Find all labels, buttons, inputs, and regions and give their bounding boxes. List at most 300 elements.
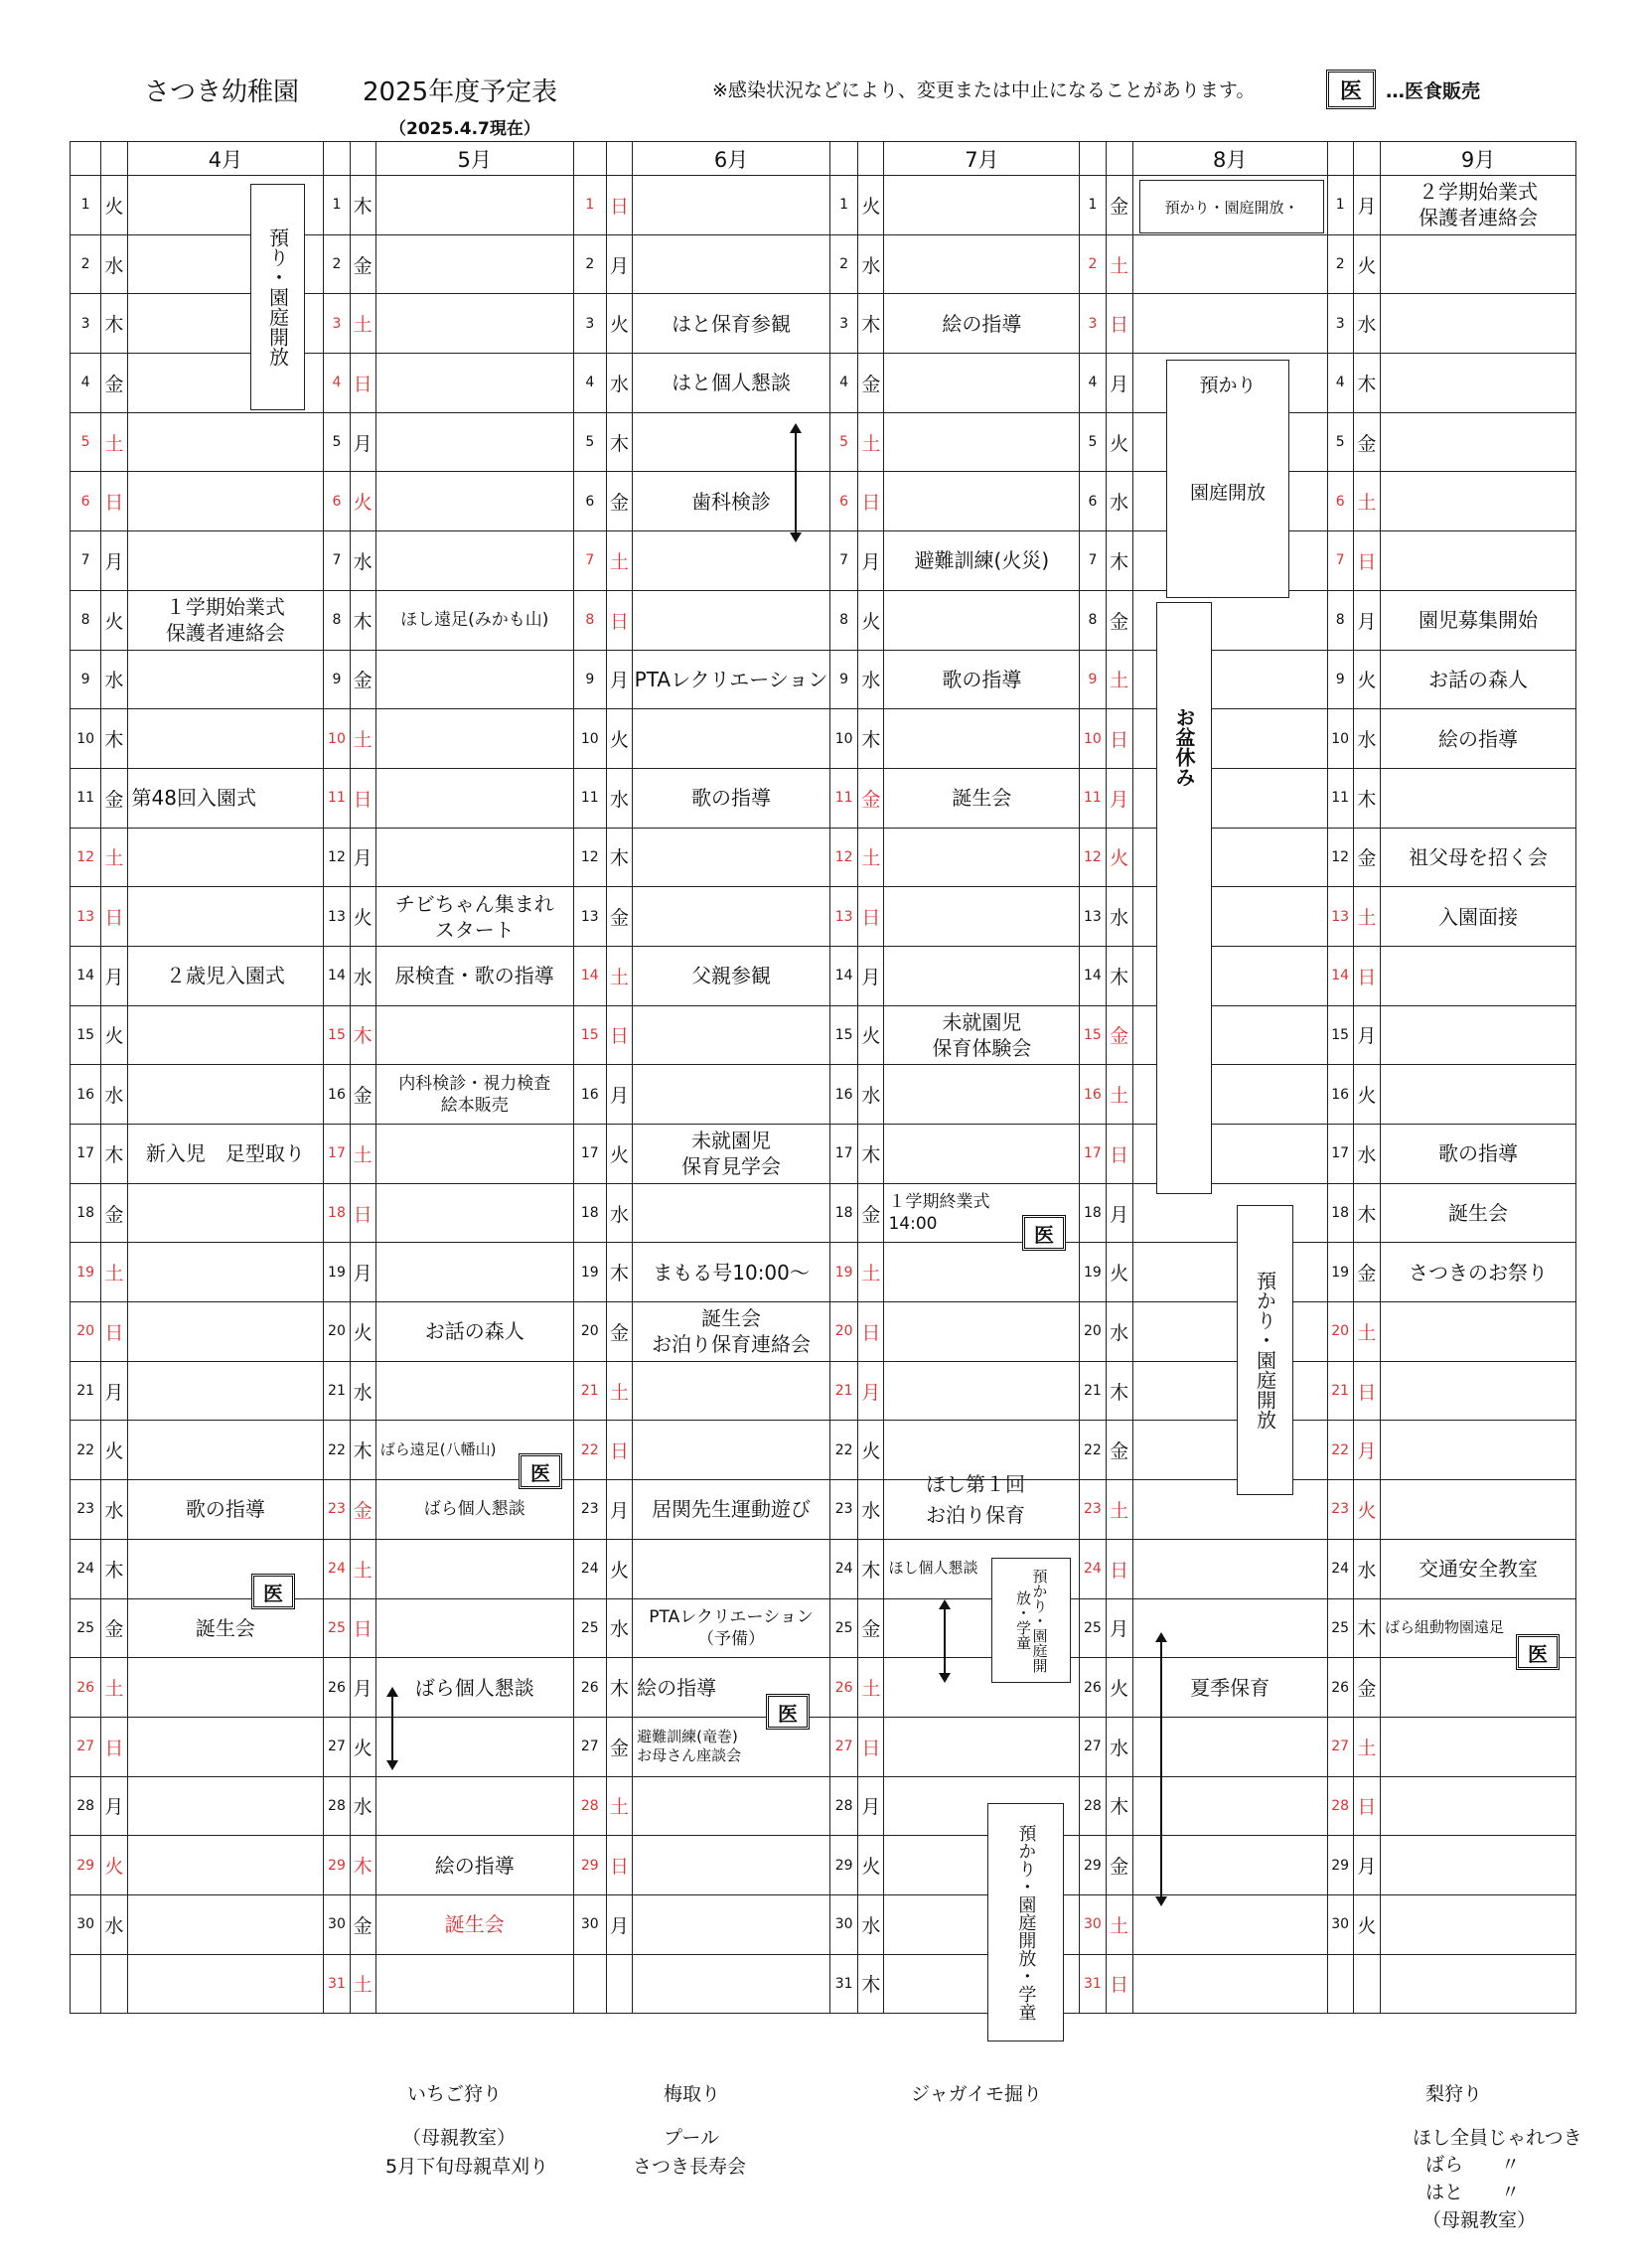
medical-food-icon: 医 [251,1574,295,1609]
day-number: 17 [324,1125,350,1184]
jul-azukari-box-small [991,1558,1071,1683]
weekday: 水 [101,234,127,294]
event-cell: 歌の指導 [127,1480,324,1540]
day-number: 19 [324,1243,350,1302]
day-number: 13 [573,887,606,947]
weekday: 金 [1353,1243,1380,1302]
weekday: 火 [858,1836,884,1895]
event-cell: １学期終業式 14:00 [884,1183,1080,1243]
weekday: 土 [1106,234,1132,294]
event-cell [375,1125,573,1184]
day-number: 31 [1080,1954,1106,2014]
day-number: 4 [829,354,857,413]
weekday: 木 [350,590,375,650]
day-number: 26 [1327,1658,1353,1718]
event-cell [633,412,830,472]
obon-text: お盆休み [1172,707,1196,787]
calendar-row [71,1005,1576,1065]
weekday: 日 [606,1421,632,1480]
event-cell [127,1302,324,1362]
day-number: 17 [1327,1125,1353,1184]
event-cell [1381,234,1576,294]
weekday: 土 [858,1243,884,1302]
day-number: 22 [1327,1421,1353,1480]
event-cell [633,1836,830,1895]
weekday: 土 [858,1658,884,1718]
day-number: 16 [324,1065,350,1125]
day-number: 9 [573,650,606,709]
weekday: 木 [350,1005,375,1065]
medical-food-icon: 医 [1022,1215,1066,1251]
day-number: 23 [829,1480,857,1540]
weekday: 水 [1353,1125,1380,1184]
footer-sep-4: はと 〃 [1425,2182,1521,2203]
event-cell [127,1658,324,1718]
weekday: 金 [858,354,884,413]
day-number: 16 [1327,1065,1353,1125]
event-cell [375,1361,573,1421]
event-cell [375,531,573,591]
weekday: 金 [858,1183,884,1243]
event-cell [633,1183,830,1243]
event-cell [1132,1361,1327,1421]
event-cell [633,828,830,887]
weekday: 水 [101,1480,127,1540]
day-number: 24 [324,1539,350,1598]
school-name: さつき幼稚園 [144,77,300,107]
day-number: 8 [71,590,101,650]
footer-jul-1: ジャガイモ掘り [911,2083,1043,2105]
event-cell [1132,1302,1327,1362]
footer-may-1: いちご狩り [407,2083,503,2105]
calendar-row [71,650,1576,709]
event-cell [1132,1954,1327,2014]
weekday: 日 [606,176,632,235]
day-number: 22 [324,1421,350,1480]
weekday: 水 [101,1894,127,1954]
day-number: 12 [573,828,606,887]
day-number: 14 [71,946,101,1005]
jul-azukari-text-small: 預かり・園庭開放・学童 [1014,1568,1049,1673]
event-cell: PTAレクリエーション （予備） [633,1598,830,1658]
weekday: 金 [101,1183,127,1243]
weekday: 日 [101,1717,127,1776]
event-cell: 第48回入園式 [127,768,324,828]
calendar-row [71,887,1576,947]
event-cell [633,887,830,947]
calendar-row [71,1361,1576,1421]
weekday: 水 [1106,1717,1132,1776]
event-cell [127,1954,324,2014]
event-cell [1381,472,1576,531]
day-number: 31 [324,1954,350,2014]
event-cell [127,709,324,769]
weekday: 金 [606,472,632,531]
day-number: 2 [71,234,101,294]
event-cell [127,1065,324,1125]
event-cell [1381,768,1576,828]
weekday [101,1954,127,2014]
event-cell: 誕生会 [1381,1183,1576,1243]
weekday: 水 [858,1065,884,1125]
day-number: 25 [1080,1598,1106,1658]
weekday: 水 [350,531,375,591]
weekday: 金 [1106,1836,1132,1895]
weekday: 金 [606,1302,632,1362]
day-number: 23 [324,1480,350,1540]
aug-azukari-text-3: 預かり・園庭開放 [1253,1271,1277,1430]
weekday: 木 [1106,1361,1132,1421]
event-cell: １学期始業式 保護者連絡会 [127,590,324,650]
weekday: 日 [1106,1954,1132,2014]
event-cell [1381,1065,1576,1125]
weekday: 日 [1353,1776,1380,1836]
month-header: 6月 [633,142,830,176]
day-number: 24 [71,1539,101,1598]
day-number: 28 [829,1776,857,1836]
weekday: 火 [858,1005,884,1065]
weekday: 土 [350,1125,375,1184]
weekday: 土 [350,1954,375,2014]
event-cell [375,709,573,769]
day-number: 7 [1080,531,1106,591]
weekday: 火 [350,472,375,531]
day-number: 22 [573,1421,606,1480]
jul-azukari-text-big: 預かり・園庭開放・学童 [1015,1824,1037,2021]
event-cell [1381,294,1576,354]
event-cell [375,412,573,472]
weekday: 火 [858,1421,884,1480]
footer-sep-2: ほし全員じゃれつき [1413,2127,1582,2149]
weekday: 土 [1106,650,1132,709]
day-number: 7 [1327,531,1353,591]
weekday: 金 [606,1717,632,1776]
weekday: 金 [858,768,884,828]
medical-food-icon: 医 [519,1453,562,1489]
day-number: 5 [1327,412,1353,472]
weekday: 木 [1106,531,1132,591]
day-number: 26 [829,1658,857,1718]
day-number: 6 [1080,472,1106,531]
weekday: 木 [350,1836,375,1895]
day-number: 29 [324,1836,350,1895]
day-number: 18 [1327,1183,1353,1243]
day-number: 5 [829,412,857,472]
day-number: 30 [71,1894,101,1954]
event-cell [1381,412,1576,472]
event-cell [127,531,324,591]
day-number: 24 [1080,1539,1106,1598]
event-cell [127,650,324,709]
event-cell [884,176,1080,235]
day-number: 18 [1080,1183,1106,1243]
day-number: 19 [1080,1243,1106,1302]
weekday: 日 [1106,709,1132,769]
day-number: 14 [324,946,350,1005]
event-cell [127,1183,324,1243]
weekday: 火 [606,709,632,769]
day-number: 30 [1327,1894,1353,1954]
event-cell: PTAレクリエーション [633,650,830,709]
day-number: 29 [1327,1836,1353,1895]
weekday: 木 [606,828,632,887]
day-number: 14 [1080,946,1106,1005]
weekday: 木 [858,1539,884,1598]
apr-azukari-box [250,184,305,410]
weekday: 日 [1106,1125,1132,1184]
day-number: 11 [324,768,350,828]
day-number: 5 [324,412,350,472]
day-number: 26 [324,1658,350,1718]
event-cell [884,354,1080,413]
day-number: 6 [1327,472,1353,531]
weekday: 木 [858,1954,884,2014]
weekday: 金 [1353,412,1380,472]
weekday: 日 [1353,1361,1380,1421]
weekday: 金 [1106,1005,1132,1065]
day-number: 18 [324,1183,350,1243]
day-number: 30 [829,1894,857,1954]
event-cell: ２学期始業式 保護者連絡会 [1381,176,1576,235]
weekday: 月 [606,650,632,709]
event-cell: ２歳児入園式 [127,946,324,1005]
event-cell [884,1361,1080,1421]
day-number: 20 [71,1302,101,1362]
day-number: 15 [829,1005,857,1065]
day-number: 16 [829,1065,857,1125]
weekday: 水 [1106,887,1132,947]
event-cell [1381,946,1576,1005]
weekday: 火 [1353,1480,1380,1540]
weekday: 火 [101,590,127,650]
event-cell: 絵の指導 [884,294,1080,354]
weekday: 土 [350,1539,375,1598]
weekday: 火 [350,1717,375,1776]
weekday: 土 [858,828,884,887]
range-arrow [795,425,797,540]
aug-top-text: 預かり・園庭開放・ [1164,198,1299,217]
event-cell: ばら組動物園遠足 [1381,1598,1576,1658]
footer-may-3: 5月下旬母親草刈り [385,2156,549,2178]
event-cell [884,234,1080,294]
day-number: 10 [1080,709,1106,769]
day-number: 25 [829,1598,857,1658]
footer-sep-5: （母親教室） [1422,2209,1537,2231]
event-cell: チビちゃん集まれ スタート [375,887,573,947]
event-cell [127,1005,324,1065]
footer-may-2: （母親教室） [402,2127,517,2149]
day-number: 18 [573,1183,606,1243]
day-number: 19 [829,1243,857,1302]
day-number: 23 [71,1480,101,1540]
weekday: 日 [101,1302,127,1362]
day-number: 1 [829,176,857,235]
medical-food-icon: 医 [766,1694,810,1730]
weekday: 木 [858,1125,884,1184]
weekday: 月 [350,828,375,887]
weekday: 火 [101,1836,127,1895]
weekday: 金 [1106,590,1132,650]
weekday: 月 [101,946,127,1005]
weekday: 金 [606,887,632,947]
day-number: 4 [71,354,101,413]
weekday: 土 [101,828,127,887]
event-cell [1381,1836,1576,1895]
weekday: 土 [101,1243,127,1302]
day-number: 2 [324,234,350,294]
weekday: 土 [101,1658,127,1718]
weekday: 月 [1353,590,1380,650]
weekday: 火 [606,1125,632,1184]
day-number: 27 [324,1717,350,1776]
event-cell [375,354,573,413]
event-cell: 絵の指導 [1381,709,1576,769]
event-cell [1381,1717,1576,1776]
day-number: 30 [573,1894,606,1954]
weekday: 火 [1106,1243,1132,1302]
event-cell: 絵の指導 [633,1658,830,1718]
weekday: 木 [350,176,375,235]
event-cell [884,412,1080,472]
weekday: 金 [1353,1658,1380,1718]
event-cell: 避難訓練(火災) [884,531,1080,591]
event-cell: 誕生会 [884,768,1080,828]
event-cell [1381,1005,1576,1065]
event-cell: 絵の指導 [375,1836,573,1895]
weekday: 月 [350,1658,375,1718]
day-number: 12 [71,828,101,887]
day-number: 9 [324,650,350,709]
event-cell [1381,1776,1576,1836]
weekday: 月 [1106,354,1132,413]
day-number: 10 [1327,709,1353,769]
weekday: 火 [858,590,884,650]
weekday: 月 [1106,1598,1132,1658]
event-cell [1132,1539,1327,1598]
event-cell [633,234,830,294]
medical-food-icon: 医 [1326,70,1376,109]
weekday: 木 [1106,946,1132,1005]
event-cell: お話の森人 [375,1302,573,1362]
event-cell: ばら遠足(八幡山) [375,1421,573,1480]
event-cell [375,1776,573,1836]
weekday: 日 [858,1717,884,1776]
event-cell: ばら個人懇談 [375,1658,573,1718]
event-cell: 夏季保育 [1132,1658,1327,1718]
day-number: 6 [71,472,101,531]
event-cell: 交通安全教室 [1381,1539,1576,1598]
day-number: 3 [829,294,857,354]
day-number: 1 [1080,176,1106,235]
event-cell [1132,1421,1327,1480]
weekday: 土 [1106,1065,1132,1125]
event-cell [127,472,324,531]
event-cell [633,1776,830,1836]
weekday: 水 [858,650,884,709]
day-number: 9 [1080,650,1106,709]
event-cell [1381,354,1576,413]
weekday: 月 [606,234,632,294]
day-number: 3 [1327,294,1353,354]
day-number: 17 [71,1125,101,1184]
event-cell [884,1717,1080,1776]
day-number: 23 [1327,1480,1353,1540]
calendar-row [71,1302,1576,1362]
calendar-row [71,590,1576,650]
notice-text: ※感染状況などにより、変更または中止になることがあります。 [712,79,1256,101]
event-cell [1132,294,1327,354]
event-cell [375,1243,573,1302]
weekday: 水 [858,1894,884,1954]
event-cell: はと個人懇談 [633,354,830,413]
day-number: 23 [573,1480,606,1540]
weekday: 日 [1353,531,1380,591]
day-number: 22 [71,1421,101,1480]
day-number: 4 [1080,354,1106,413]
event-cell [375,1539,573,1598]
weekday: 木 [1353,768,1380,828]
weekday: 火 [101,176,127,235]
day-number: 14 [1327,946,1353,1005]
day-number: 20 [573,1302,606,1362]
weekday: 木 [101,294,127,354]
event-cell [375,1005,573,1065]
day-number: 25 [1327,1598,1353,1658]
event-cell [127,1361,324,1421]
day-number: 25 [573,1598,606,1658]
day-number: 24 [573,1539,606,1598]
weekday: 金 [1353,828,1380,887]
day-number: 1 [1327,176,1353,235]
day-number: 24 [1327,1539,1353,1598]
event-cell [127,1717,324,1776]
day-number: 3 [324,294,350,354]
weekday: 月 [606,1065,632,1125]
event-cell [633,709,830,769]
weekday: 土 [1106,1480,1132,1540]
weekday: 土 [101,412,127,472]
day-number: 30 [1080,1894,1106,1954]
event-cell: ほし個人懇談 [884,1539,1080,1598]
weekday: 水 [1106,1302,1132,1362]
footer-jun-1: 梅取り [664,2083,721,2105]
day-number: 1 [71,176,101,235]
event-cell [375,768,573,828]
weekday: 木 [101,1125,127,1184]
day-number: 19 [1327,1243,1353,1302]
day-number: 2 [573,234,606,294]
day-number [71,1954,101,2014]
event-cell: 祖父母を招く会 [1381,828,1576,887]
range-arrow [944,1601,946,1681]
event-cell [375,650,573,709]
weekday: 土 [1353,472,1380,531]
aug-azukari-box-2 [1237,1205,1293,1495]
day-number: 20 [1327,1302,1353,1362]
day-number: 28 [1080,1776,1106,1836]
day-number: 17 [573,1125,606,1184]
day-number: 6 [573,472,606,531]
event-cell [884,946,1080,1005]
calendar-row [71,1183,1576,1243]
weekday: 水 [858,1480,884,1540]
event-cell [633,1954,830,2014]
footer-sep-1: 梨狩り [1425,2083,1483,2105]
weekday: 日 [101,472,127,531]
weekday: 月 [858,946,884,1005]
day-number: 18 [829,1183,857,1243]
weekday: 木 [606,412,632,472]
